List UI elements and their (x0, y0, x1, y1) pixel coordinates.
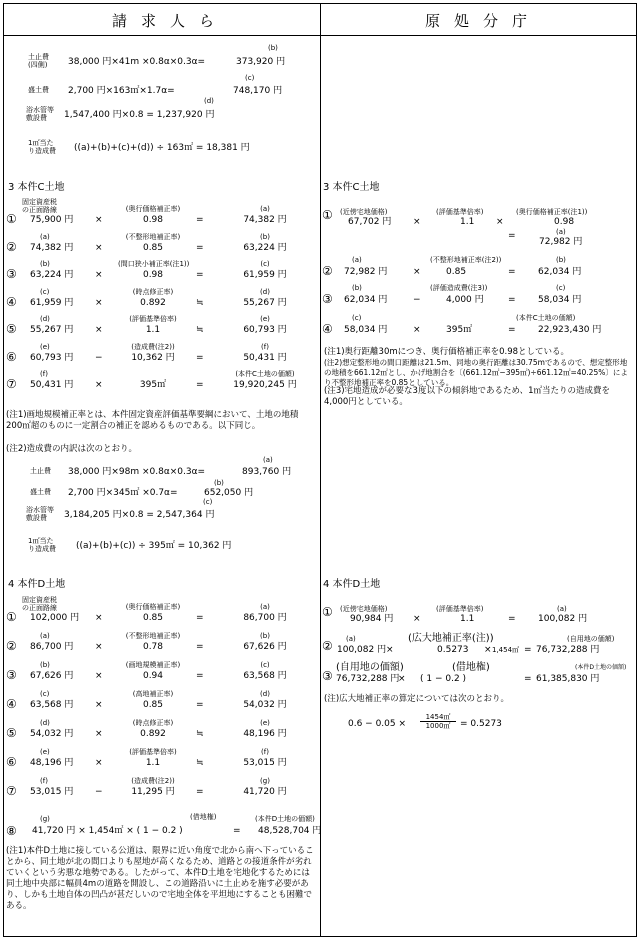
row-res-label: (c) (556, 284, 566, 292)
row-factor-label: (奥行価格補正率) (125, 603, 181, 611)
row-op: × (95, 642, 103, 652)
expr-water: 1,547,400 円×0.8 = 1,237,920 円 (64, 110, 215, 120)
row-op: × (95, 729, 103, 739)
row-res: 41,720 円 (243, 787, 287, 797)
row-factor-label: (評価基準倍率) (129, 315, 177, 323)
row-res-label: (f) (261, 748, 269, 756)
row-a: 48,196 円 (30, 758, 74, 768)
label-per-sqm: 1㎡当た り造成費 (28, 537, 56, 553)
row8-res-label: (本件D土地の価額) (255, 815, 315, 823)
row-a: 63,224 円 (30, 270, 74, 280)
row-a: 72,982 円 (344, 267, 388, 277)
row-area: 1,454㎡ (492, 646, 520, 654)
row-op: × (95, 297, 103, 308)
row-a-label: (a) (40, 232, 50, 241)
row-res: 100,082 円 (538, 614, 588, 624)
row-a-label: (e) (40, 342, 50, 351)
row-res: 19,920,245 円 (233, 380, 297, 390)
row-b-label: (評価基準倍率) (436, 208, 484, 216)
row-op: × (386, 645, 394, 655)
row8-mult-label: (借地権) (190, 813, 217, 821)
row-factor: 395㎡ (139, 380, 167, 390)
row-factor: 0.94 (142, 671, 164, 681)
formula-numerator: 1454㎡ (425, 713, 451, 721)
row-op: × (413, 614, 421, 624)
row-factor-label: (奥行価格補正率(注1)) (516, 208, 588, 216)
row-factor: 1.1 (145, 758, 161, 768)
row-res-label: (b) (260, 632, 270, 640)
row-eq: = (508, 325, 516, 335)
row-op: − (95, 352, 103, 363)
formula-left: 0.6 − 0.05 × (348, 719, 407, 729)
row-number: ③ (6, 267, 17, 281)
row-res: 72,982 円 (539, 237, 583, 247)
row-op: × (95, 325, 103, 335)
row-b: 1.1 (460, 217, 475, 227)
row-number: ⑧ (6, 824, 17, 838)
row-res: 48,196 円 (243, 729, 287, 739)
row-a: 67,626 円 (30, 671, 74, 681)
left-c-note2: (注2)造成費の内訳は次のとおり。 (6, 444, 138, 454)
row-a: 53,015 円 (30, 787, 74, 797)
row-a-label: (d) (40, 315, 50, 323)
expr-fill: 2,700 円×163㎡×1.7α= (68, 86, 175, 96)
row-factor: 0.78 (142, 642, 164, 652)
row-number: ① (6, 610, 17, 624)
expr-water: 3,184,205 円×0.8 = 2,547,364 円 (64, 510, 215, 520)
value-soil: 893,760 円 (242, 467, 292, 477)
row-factor: 0.98 (142, 215, 164, 225)
row-a-label: (自用地の価額) (336, 662, 404, 673)
row-factor-label: (高地補正率) (132, 690, 174, 698)
row-number: ② (6, 239, 17, 254)
row-a-label: (a) (352, 256, 362, 264)
row-a-label: (近傍宅地価格) (340, 605, 388, 613)
row-res-label: (e) (260, 719, 270, 727)
row-a-label: (近傍宅地価格) (340, 208, 388, 216)
row-a: 61,959 円 (30, 297, 74, 308)
row-res: 86,700 円 (243, 613, 287, 623)
row-eq: = (508, 231, 516, 241)
row-res-label: (g) (260, 777, 270, 785)
row-number: ① (322, 605, 333, 619)
row-a-label: (c) (40, 690, 50, 698)
row-eq: = (524, 645, 532, 655)
row-factor-label: (不整形地補正率) (125, 632, 181, 640)
row-factor-label: (間口狭小補正率(注1)) (118, 260, 190, 268)
row-expr: ( 1 − 0.2 ) (420, 674, 467, 684)
row-a: 62,034 円 (344, 295, 388, 305)
row-a-label: (b) (352, 284, 362, 292)
row-factor: 0.98 (142, 270, 164, 280)
row8-res: 48,528,704 円 (258, 826, 322, 836)
row-a-label: (e) (40, 748, 50, 756)
row-factor: 11,295 円 (131, 787, 175, 797)
row-res: 67,626 円 (243, 642, 287, 652)
row-number: ② (322, 264, 333, 278)
row-number: ⑥ (6, 755, 17, 769)
row-eq: = (196, 613, 204, 623)
header-divider (3, 35, 636, 36)
row-eq: = (524, 674, 532, 684)
row-factor: 0.892 (140, 729, 166, 739)
row-op: × (413, 217, 421, 227)
row-op: − (413, 295, 421, 305)
value-soil: 373,920 円 (236, 57, 286, 67)
row-eq: = (196, 215, 204, 225)
row-number: ③ (322, 669, 333, 683)
row-factor-label: (借地権) (452, 662, 490, 673)
row-eq: ≒ (196, 297, 204, 308)
row-factor-label: (不整形地補正率(注2)) (430, 256, 502, 264)
row-factor: 0.85 (142, 700, 164, 710)
row-op: × (95, 758, 103, 768)
row-res-label: (c) (260, 661, 270, 669)
right-c-note1: (注1)奥行距離30mにつき、奥行価格補正率を0.98としている。 (324, 347, 570, 357)
row-op: × (95, 613, 103, 623)
row-res-label: (本件D土地の価額) (575, 664, 627, 671)
row-factor: 395㎡ (446, 325, 473, 335)
row-res: 22,923,430 円 (538, 325, 602, 335)
right-c-note3: (注3)宅地造成が必要な3度以下の傾斜地であるため、1㎡当たりの造成費を4,000円としている。 (324, 386, 611, 407)
row-eq: = (508, 614, 516, 624)
row-op: − (95, 787, 103, 797)
row-factor: 0.85 (446, 267, 467, 277)
header-right: 原処分庁 (425, 12, 542, 30)
expr-soil: 38,000 円×41m ×0.8α×0.3α= (68, 57, 206, 67)
row-op: × (95, 671, 103, 681)
row-a-label: (d) (40, 719, 50, 727)
right-d-note: (注)広大地補正率の算定については次のとおり。 (324, 694, 509, 704)
row-eq: = (196, 270, 204, 280)
value-fill: 748,170 円 (233, 86, 283, 96)
row-a-label: (f) (40, 777, 48, 785)
row8-expr: 41,720 円 × 1,454㎡ × ( 1 − 0.2 ) (32, 826, 183, 836)
row-factor-label: (不整形地補正率) (125, 232, 181, 241)
column-divider (320, 3, 321, 936)
row-res-label: (d) (260, 287, 270, 296)
row-a: 74,382 円 (30, 242, 74, 253)
label-fill: 盛土費 (28, 86, 49, 94)
formula-denominator: 1000㎡ (420, 721, 456, 730)
row-res-label: (b) (556, 256, 566, 264)
left-d-note: (注1)本件D土地に接している公道は、限界に近い角度で北から南へ下っていることから、同土地が北の間口よりも屋地が高くなるため、道路との接道条件が劣れていくという劣悪な地勢である。したがって、本件D土地を宅地化するためには同土地中央部に幅員4mの道路を開設し、この道路沿いに土止めを施す必要があり、しかも土地自体の凹凸が甚だしいので宅地全体を平坦地にすることも困難である。 (6, 846, 314, 911)
row-op: × (95, 242, 103, 253)
row-factor-label: (画地規模補正率) (125, 661, 181, 669)
tag-d: (d) (204, 97, 214, 105)
row-number: ② (6, 639, 17, 653)
row-a: 102,000 円 (30, 613, 80, 623)
row-number: ③ (322, 292, 333, 306)
row-eq: = (196, 787, 204, 797)
row-number: ④ (6, 697, 17, 711)
row-op: × (95, 270, 103, 280)
row-factor-label: (時点修正率) (132, 719, 174, 727)
row-factor-label: (評価造成費(注3)) (430, 284, 488, 292)
row-b-label: (評価基準倍率) (436, 605, 484, 613)
row-res-label: (c) (260, 260, 270, 268)
row-op: × (496, 217, 504, 227)
row-eq: = (196, 671, 204, 681)
left-c-note1: (注1)画地規模補正率とは、本件固定資産評価基準要綱において、土地の地積200㎡超のものに一定割合の補正を認めるものである。以下同じ。 (6, 410, 299, 431)
value-fill: 652,050 円 (204, 488, 254, 498)
row-res: 54,032 円 (243, 700, 287, 710)
row-res-label: (自用地の価額) (567, 635, 615, 643)
row-number: ① (322, 208, 333, 222)
row-a: 55,267 円 (30, 325, 74, 335)
label-water: 浴水管等 敷設費 (26, 506, 54, 522)
expr-soil: 38,000 円×98m ×0.8α×0.3α= (68, 467, 206, 477)
row-number: ⑦ (6, 377, 17, 391)
row-a: 58,034 円 (344, 325, 388, 335)
row-op: × (413, 325, 421, 335)
expr-per-sqm: ((a)+(b)+(c)+(d)) ÷ 163㎡ = 18,381 円 (74, 143, 250, 153)
row-op: × (95, 700, 103, 710)
row-res: 76,732,288 円 (536, 645, 600, 655)
row-a: 76,732,288 円 (336, 674, 400, 684)
tag-c: (c) (245, 74, 255, 82)
row-eq: = (196, 642, 204, 652)
row-a-label: (a) (40, 632, 50, 640)
row-op: × (484, 645, 492, 655)
tag-c: (c) (203, 498, 213, 506)
row-res: 61,959 円 (243, 270, 287, 280)
left-section-d-title: 4 本件D土地 (8, 579, 66, 590)
tag-a: (a) (263, 456, 273, 464)
row-number: ④ (6, 294, 17, 309)
row-eq: = (508, 267, 516, 277)
formula-right: = 0.5273 (460, 719, 502, 729)
row-res-label: (本件C土地の価額) (235, 370, 295, 378)
row8-eq: = (233, 826, 241, 836)
row-res: 55,267 円 (243, 297, 287, 308)
label-fill: 盛土費 (30, 488, 51, 496)
row-a: 63,568 円 (30, 700, 74, 710)
row-res-label: (e) (260, 315, 270, 323)
row-res: 50,431 円 (243, 352, 287, 363)
row-number: ⑦ (6, 784, 17, 798)
row-a: 86,700 円 (30, 642, 74, 652)
expr-per-sqm: ((a)+(b)+(c)) ÷ 395㎡ = 10,362 円 (76, 541, 232, 551)
row-eq: ≒ (196, 729, 204, 739)
row-res-label: (a) (557, 605, 567, 613)
row-res: 60,793 円 (243, 325, 287, 335)
tag-b: (b) (268, 44, 278, 52)
row-eq: ≒ (196, 325, 204, 335)
row-factor: 10,362 円 (131, 352, 175, 363)
row-op: × (398, 674, 406, 684)
left-section-c-title: 3 本件C土地 (8, 182, 65, 193)
row-factor: 0.892 (140, 297, 166, 308)
row-res: 62,034 円 (538, 267, 582, 277)
row-b: 1.1 (460, 614, 475, 624)
row-res: 61,385,830 円 (536, 674, 600, 684)
row-op: × (413, 267, 421, 277)
row-factor-label: (造成費(注2)) (131, 777, 175, 785)
row-res: 53,015 円 (243, 758, 287, 768)
row-res-label: (本件C土地の価額) (516, 314, 576, 322)
row-number: ③ (6, 668, 17, 682)
row-res-label: (a) (260, 603, 270, 611)
row-number: ① (6, 212, 17, 226)
row-a: 54,032 円 (30, 729, 74, 739)
row-eq: = (508, 295, 516, 305)
right-section-c-title: 3 本件C土地 (323, 182, 380, 193)
row-res-label: (b) (260, 232, 270, 241)
label-water: 浴水管等 敷設費 (26, 106, 54, 122)
left-c-fixed-label: 固定資産税 の正面路線 (22, 198, 57, 214)
row8-tag: (g) (40, 815, 50, 823)
row-a: 90,984 円 (350, 614, 394, 624)
row-eq: ≒ (196, 758, 204, 768)
row-a-label: (f) (40, 370, 48, 378)
row-res: 74,382 円 (243, 215, 287, 225)
right-c-note2: (注2)想定整形地の間口距離は21.5m、同地の奥行距離は30.75mであるので、想定整形地の地積を661.12㎡とし、かげ地割合を〔(661.12㎡−395㎡)÷661.12㎡=40.25%〕により不整形地補正率を0.85としている。 (324, 358, 628, 387)
row-factor-label: (奥行価格補正率) (125, 205, 181, 213)
row-res-label: (f) (261, 342, 269, 351)
row-op: × (95, 215, 103, 225)
row-a-label: (a) (346, 635, 356, 643)
row-a-label: (b) (40, 260, 50, 268)
label-soil: 土止費 (30, 467, 51, 475)
row-a: 75,900 円 (30, 215, 74, 225)
row-number: ② (322, 639, 333, 653)
row-eq: = (196, 242, 204, 253)
row-eq: = (196, 380, 204, 390)
row-a: 67,702 円 (348, 217, 392, 227)
row-res: 63,568 円 (243, 671, 287, 681)
row-factor: 0.85 (142, 613, 164, 623)
right-section-d-title: 4 本件D土地 (323, 579, 381, 590)
left-d-fixed-label: 固定資産税 の正面路線 (22, 596, 57, 612)
row-a: 60,793 円 (30, 352, 74, 363)
label-soil: 土止費 (四側) (28, 53, 49, 69)
row-number: ⑤ (6, 322, 17, 336)
row-factor: 0.85 (142, 242, 164, 253)
row-res: 58,034 円 (538, 295, 582, 305)
row-eq: = (196, 352, 204, 363)
row-factor: 1.1 (145, 325, 161, 335)
row-eq: = (196, 700, 204, 710)
label-per-sqm: 1㎡当た り造成費 (28, 139, 56, 155)
row-factor: 4,000 円 (446, 295, 484, 305)
row-a-label: (b) (40, 661, 50, 669)
row-op: × (95, 380, 103, 390)
row-factor-label: (時点修正率) (132, 287, 174, 296)
row-res-label: (d) (260, 690, 270, 698)
row-factor-label: (造成費(注2)) (131, 342, 175, 351)
expr-fill: 2,700 円×345㎡ ×0.7α= (68, 488, 178, 498)
row-factor: 0.5273 (437, 645, 469, 655)
row-number: ⑤ (6, 726, 17, 740)
formula-fraction (420, 713, 456, 730)
row-factor: 0.98 (554, 217, 575, 227)
tag-b: (b) (214, 479, 224, 487)
row-factor-label: (評価基準倍率) (129, 748, 177, 756)
row-a: 50,431 円 (30, 380, 74, 390)
row-res-label: (a) (260, 205, 270, 213)
row-res: 63,224 円 (243, 242, 287, 253)
row-res-label: (a) (556, 228, 566, 236)
header-left: 請求人ら (112, 12, 229, 30)
row-number: ④ (322, 322, 333, 336)
row-a-label: (c) (352, 314, 362, 322)
row-number: ⑥ (6, 349, 17, 364)
row-factor-label: (広大地補正率(注)) (408, 633, 494, 644)
row-a: 100,082 円 (337, 645, 387, 655)
row-a-label: (c) (40, 287, 50, 296)
